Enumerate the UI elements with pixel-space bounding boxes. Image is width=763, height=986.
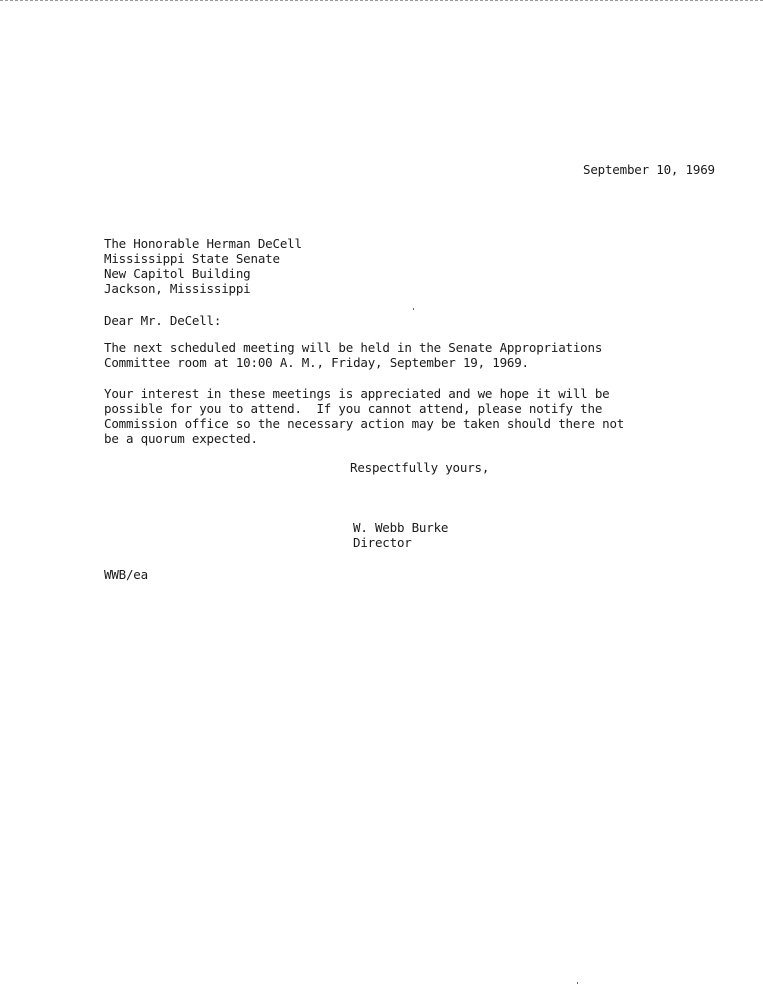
signer-name: W. Webb Burke [353, 520, 449, 535]
reference-initials: WWB/ea [104, 567, 148, 582]
signer-title: Director [353, 535, 412, 550]
paragraph-line: be a quorum expected. [104, 431, 258, 446]
salutation: Dear Mr. DeCell: [104, 313, 222, 328]
paragraph-line: possible for you to attend. If you cannot attend, please notify the [104, 401, 603, 416]
address-line: The Honorable Herman DeCell [104, 236, 302, 251]
complimentary-closing: Respectfully yours, [350, 460, 490, 475]
paragraph-line: Commission office so the necessary action may be taken should there not [104, 416, 625, 431]
paragraph-line: The next scheduled meeting will be held in the Senate Appropriations [104, 340, 603, 355]
paragraph-line: Your interest in these meetings is appreciated and we hope it will be [104, 386, 610, 401]
address-line: New Capitol Building [104, 266, 251, 281]
letter-date: September 10, 1969 [583, 162, 715, 177]
page-edge-divider [0, 0, 763, 1]
scan-speck [413, 308, 414, 310]
scan-speck [577, 982, 578, 984]
address-line: Mississippi State Senate [104, 251, 280, 266]
paragraph-line: Committee room at 10:00 A. M., Friday, September 19, 1969. [104, 355, 529, 370]
address-line: Jackson, Mississippi [104, 281, 251, 296]
